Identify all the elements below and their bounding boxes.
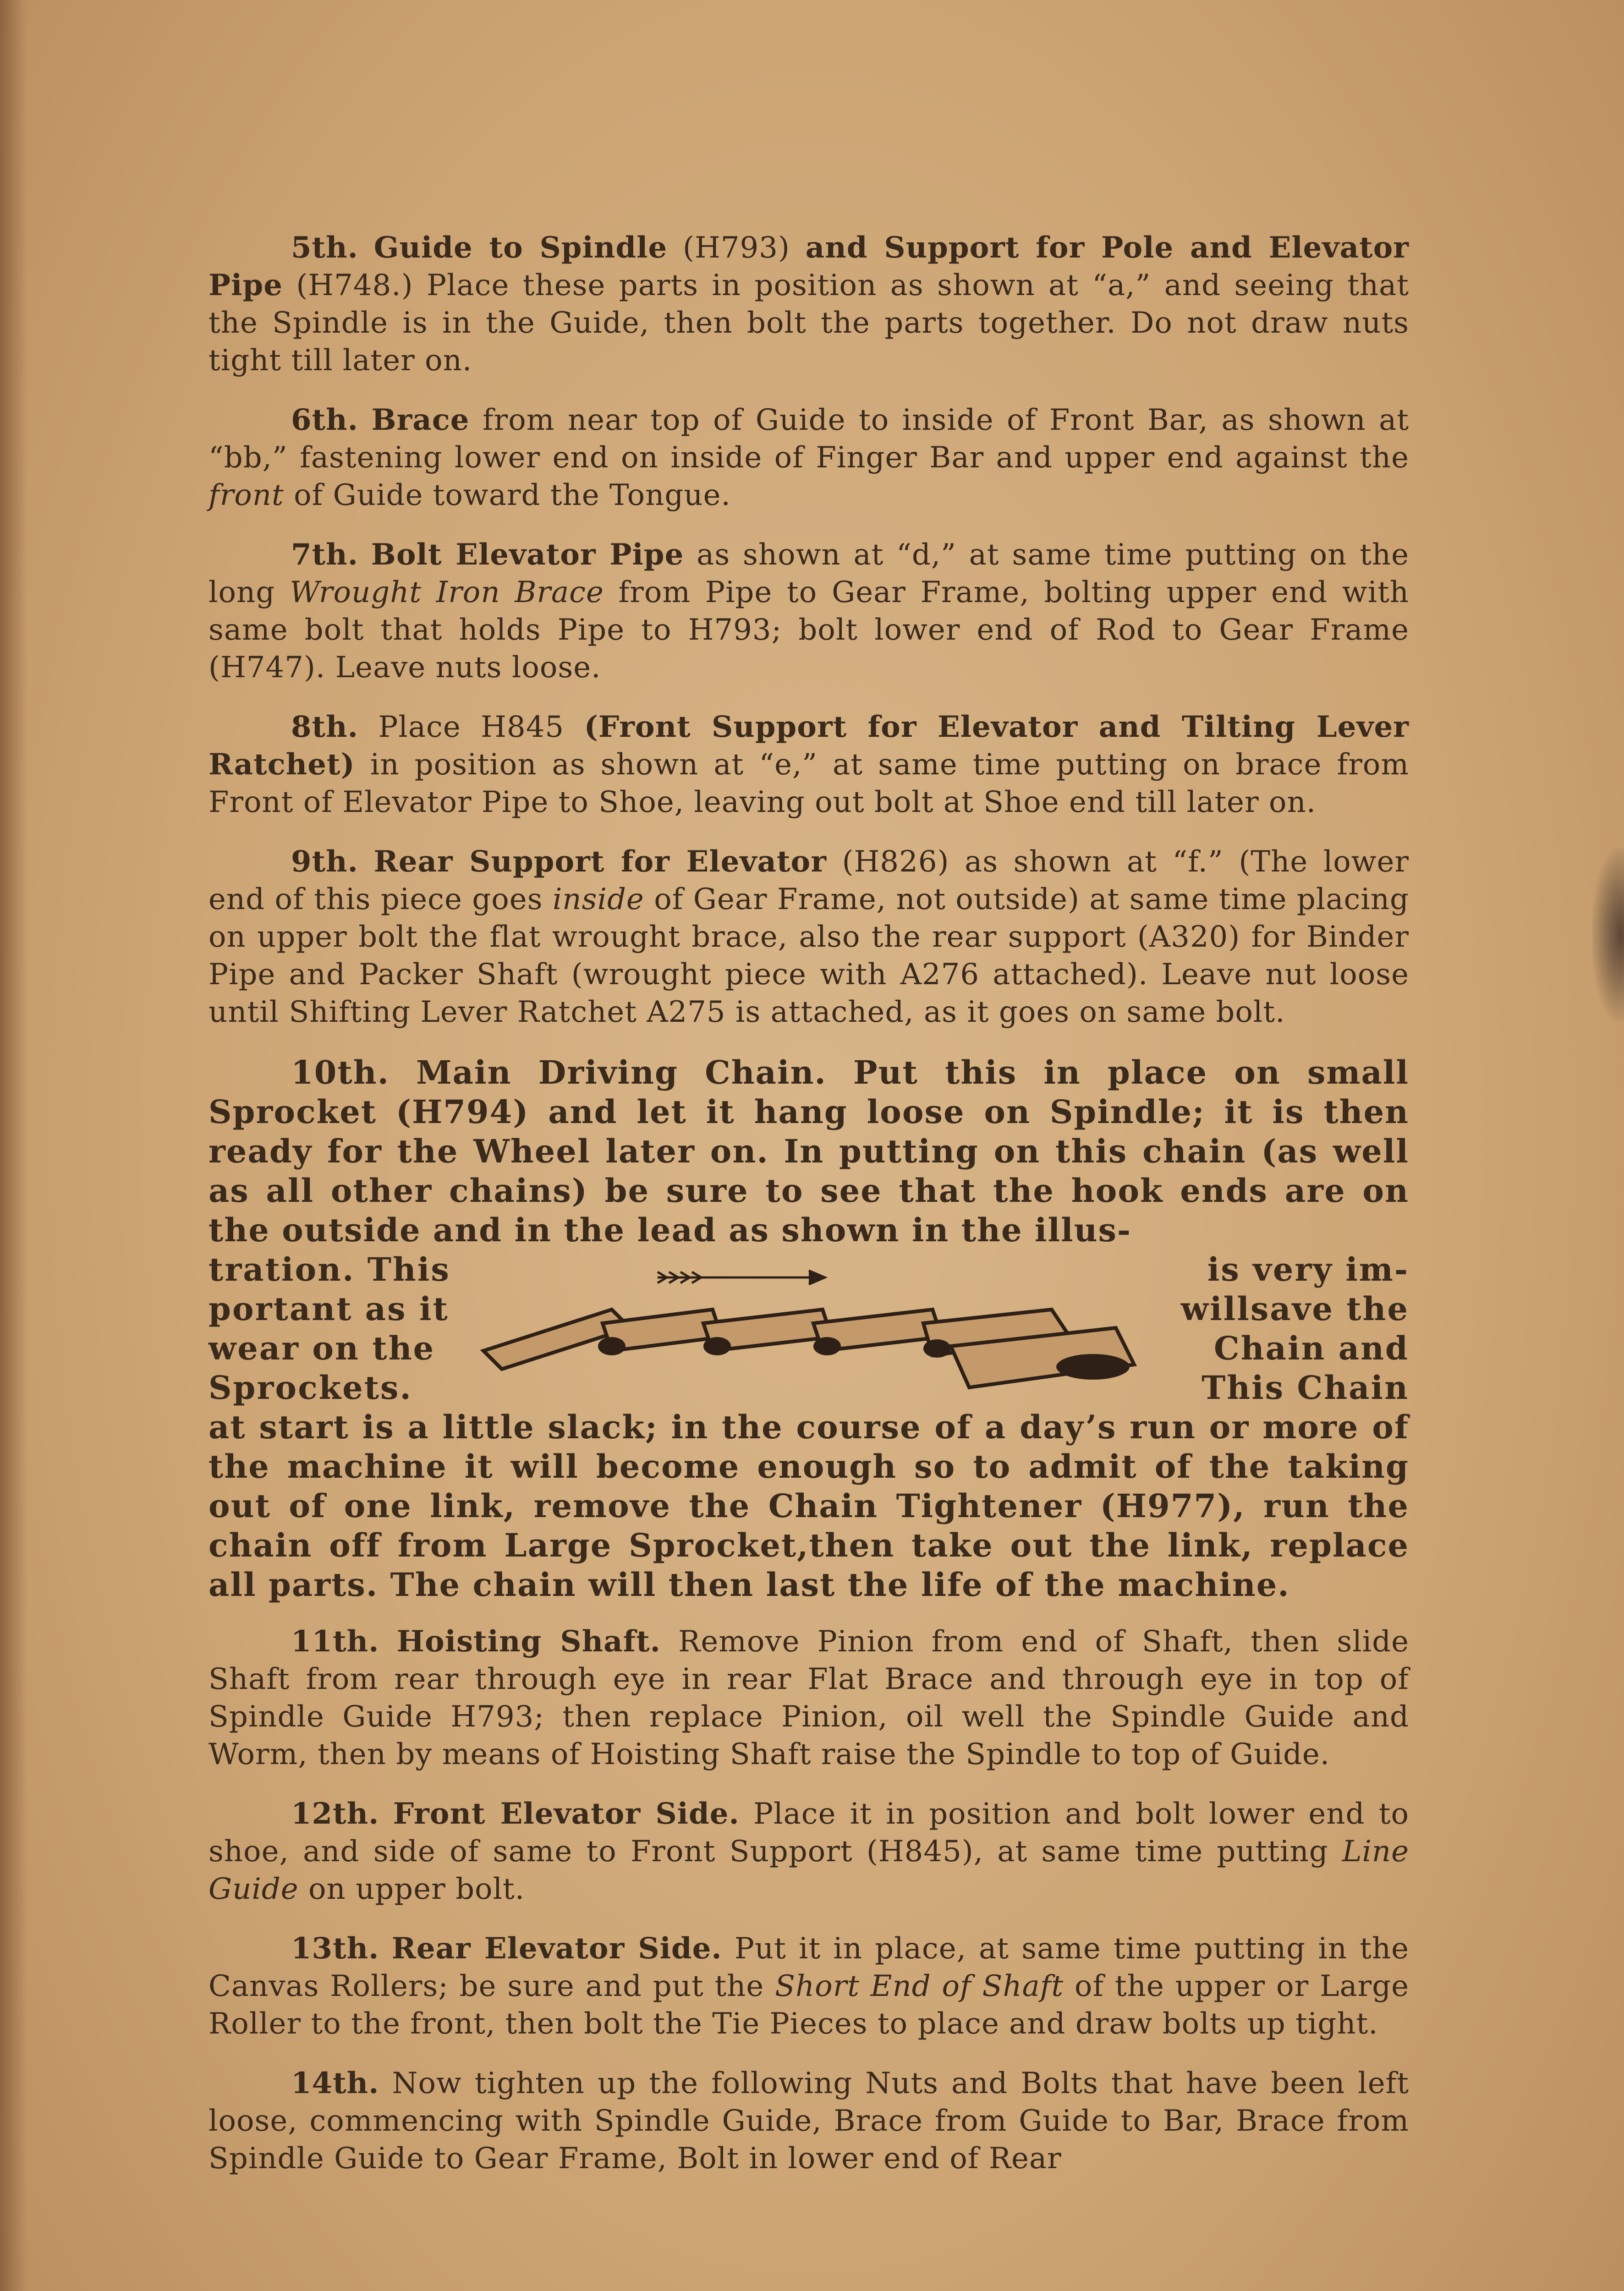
chain-illustration <box>474 1259 1143 1406</box>
step-number: 13th. <box>291 1931 379 1966</box>
paper-stain <box>1592 848 1624 1022</box>
step-heading: Brace <box>371 403 470 437</box>
chain-text-right <box>1152 1250 1409 1408</box>
step-heading: (Front Support for Elevator and Tilting Lever Ratchet) <box>208 710 1410 782</box>
step-heading: Rear Elevator Side. <box>391 1931 722 1966</box>
instruction-10 <box>208 1053 1409 1605</box>
chain-line: is very im- <box>1207 1250 1409 1288</box>
step-heading: Guide to Spindle <box>373 230 668 265</box>
chain-links <box>483 1310 1134 1387</box>
step-heading: and Support for Pole and Elevator Pipe <box>208 230 1409 302</box>
instruction-9 <box>208 843 1409 1031</box>
step-text: in position as shown at “e,” at same time putting on brace from Front of Elevator Pipe to Shoe, leaving out bolt at Shoe end till later on. <box>208 748 1410 819</box>
step-number: 5th. <box>291 230 358 265</box>
chain-line: Sprockets. <box>208 1369 412 1407</box>
chain-line: wear on the <box>208 1329 435 1367</box>
step-heading: Rear Support for Elevator <box>373 844 827 879</box>
page-edge <box>0 0 27 2291</box>
instruction-14 <box>208 2065 1409 2177</box>
step-number: 8th. <box>291 710 358 744</box>
step-number: 14th. <box>291 2066 379 2100</box>
instruction-8 <box>208 708 1409 821</box>
step-text: from near top of Guide to inside of Front Bar, as shown at “bb,” fastening lower end on inside of Finger Bar and upper end against the <box>208 403 1410 475</box>
step-italic: front <box>208 478 284 512</box>
chain-illustration-block <box>208 1250 1409 1408</box>
chain-text-left <box>208 1250 493 1408</box>
chain-line: portant as it <box>208 1290 449 1328</box>
step-text: Put it in place, at same time putting in the Canvas Rollers; be sure and put the <box>208 1932 1410 2003</box>
instruction-13 <box>208 1930 1409 2043</box>
instruction-6 <box>208 401 1409 514</box>
chain-line: Chain and <box>1213 1329 1409 1367</box>
step-number: 6th. <box>291 403 358 437</box>
instruction-12 <box>208 1795 1409 1908</box>
chain-intro <box>208 1053 1409 1250</box>
step-text: on upper bolt. <box>308 1872 525 1906</box>
step-text: as shown at “d,” at same time putting on the long <box>208 538 1409 609</box>
step-italic: Line Guide <box>208 1835 1410 1906</box>
instruction-11 <box>208 1623 1409 1773</box>
step-number: 12th. <box>291 1797 379 1831</box>
step-text: Remove Pinion from end of Shaft, then slide Shaft from rear through eye in rear Flat Brace and through eye in top of Spindle Guide H793; then replace Pinion, oil well the Spindle Guide and Worm, then by means of Hoisting Shaft raise the Spindle to top of Guide. <box>208 1625 1410 1771</box>
instruction-5 <box>208 229 1409 379</box>
step-text: Main Driving Chain. Put this in place on small Sprocket (H794) and let it hang loose on Spindle; it is then ready for the Wheel later on. In putting on this chain (as well as all other chains) be sure to see that the hook ends are on the outside and in the lead as shown in the illus- <box>208 1053 1409 1249</box>
step-text: of Guide toward the Tongue. <box>294 478 731 512</box>
chain-line: This Chain <box>1202 1369 1409 1407</box>
chain-outro: at start is a little slack; in the course of a day’s run or more of the machine it will become enough so to admit of the taking out of one link, remove the Chain Tightener (H977), run the chain off from Large Sprocket,then take out the link, replace all parts. The chain will then last the life of the machine. <box>208 1408 1409 1604</box>
step-number: 11th. <box>291 1624 379 1659</box>
step-italic: Wrought Iron Brace <box>289 575 604 609</box>
step-text: of Gear Frame, not outside) at same time placing on upper bolt the flat wrought brace, also the rear support (A320) for Binder Pipe and Packer Shaft (wrought piece with A276 attached). Leave nut loose until Shifting Lever Ratchet A275 is attached, as it goes on same bolt. <box>208 882 1410 1029</box>
direction-arrow <box>658 1271 825 1284</box>
step-text: Now tighten up the following Nuts and Bolts that have been left loose, commencing with Spindle Guide, Brace from Guide to Bar, Brace from Spindle Guide to Gear Frame, Bolt in lower end of Rear <box>208 2066 1410 2176</box>
step-number: 7th. <box>291 537 358 572</box>
step-text: (H826) as shown at “f.” (The lower end of this piece goes <box>208 845 1410 916</box>
step-text: Place H845 <box>378 710 565 744</box>
step-italic: inside <box>552 882 644 916</box>
step-number: 10th. <box>291 1053 390 1091</box>
step-italic: Short End of Shaft <box>775 1969 1064 2003</box>
page-body <box>208 229 1409 2199</box>
step-text: from Pipe to Gear Frame, bolting upper end with same bolt that holds Pipe to H793; bolt lower end of Rod to Gear Frame (H747). Leave nuts loose. <box>208 575 1409 685</box>
step-text: (H748.) Place these parts in position as shown at “a,” and seeing that the Spindle is in the Guide, then bolt the parts together. Do not draw nuts tight till later on. <box>208 269 1410 378</box>
step-text: (H793) <box>683 231 790 265</box>
chain-line: willsave the <box>1180 1290 1409 1328</box>
chain-line: tration. This <box>208 1250 450 1288</box>
step-number: 9th. <box>291 844 358 879</box>
step-text: of the upper or Large Roller to the front, then bolt the Tie Pieces to place and draw bolts up tight. <box>208 1969 1410 2041</box>
step-heading: Front Elevator Side. <box>393 1797 740 1831</box>
step-heading: Hoisting Shaft. <box>396 1624 661 1659</box>
step-text: Place it in position and bolt lower end to shoe, and side of same to Front Support (H845), at same time putting <box>208 1797 1410 1869</box>
instruction-7 <box>208 536 1409 686</box>
step-heading: Bolt Elevator Pipe <box>371 537 684 572</box>
